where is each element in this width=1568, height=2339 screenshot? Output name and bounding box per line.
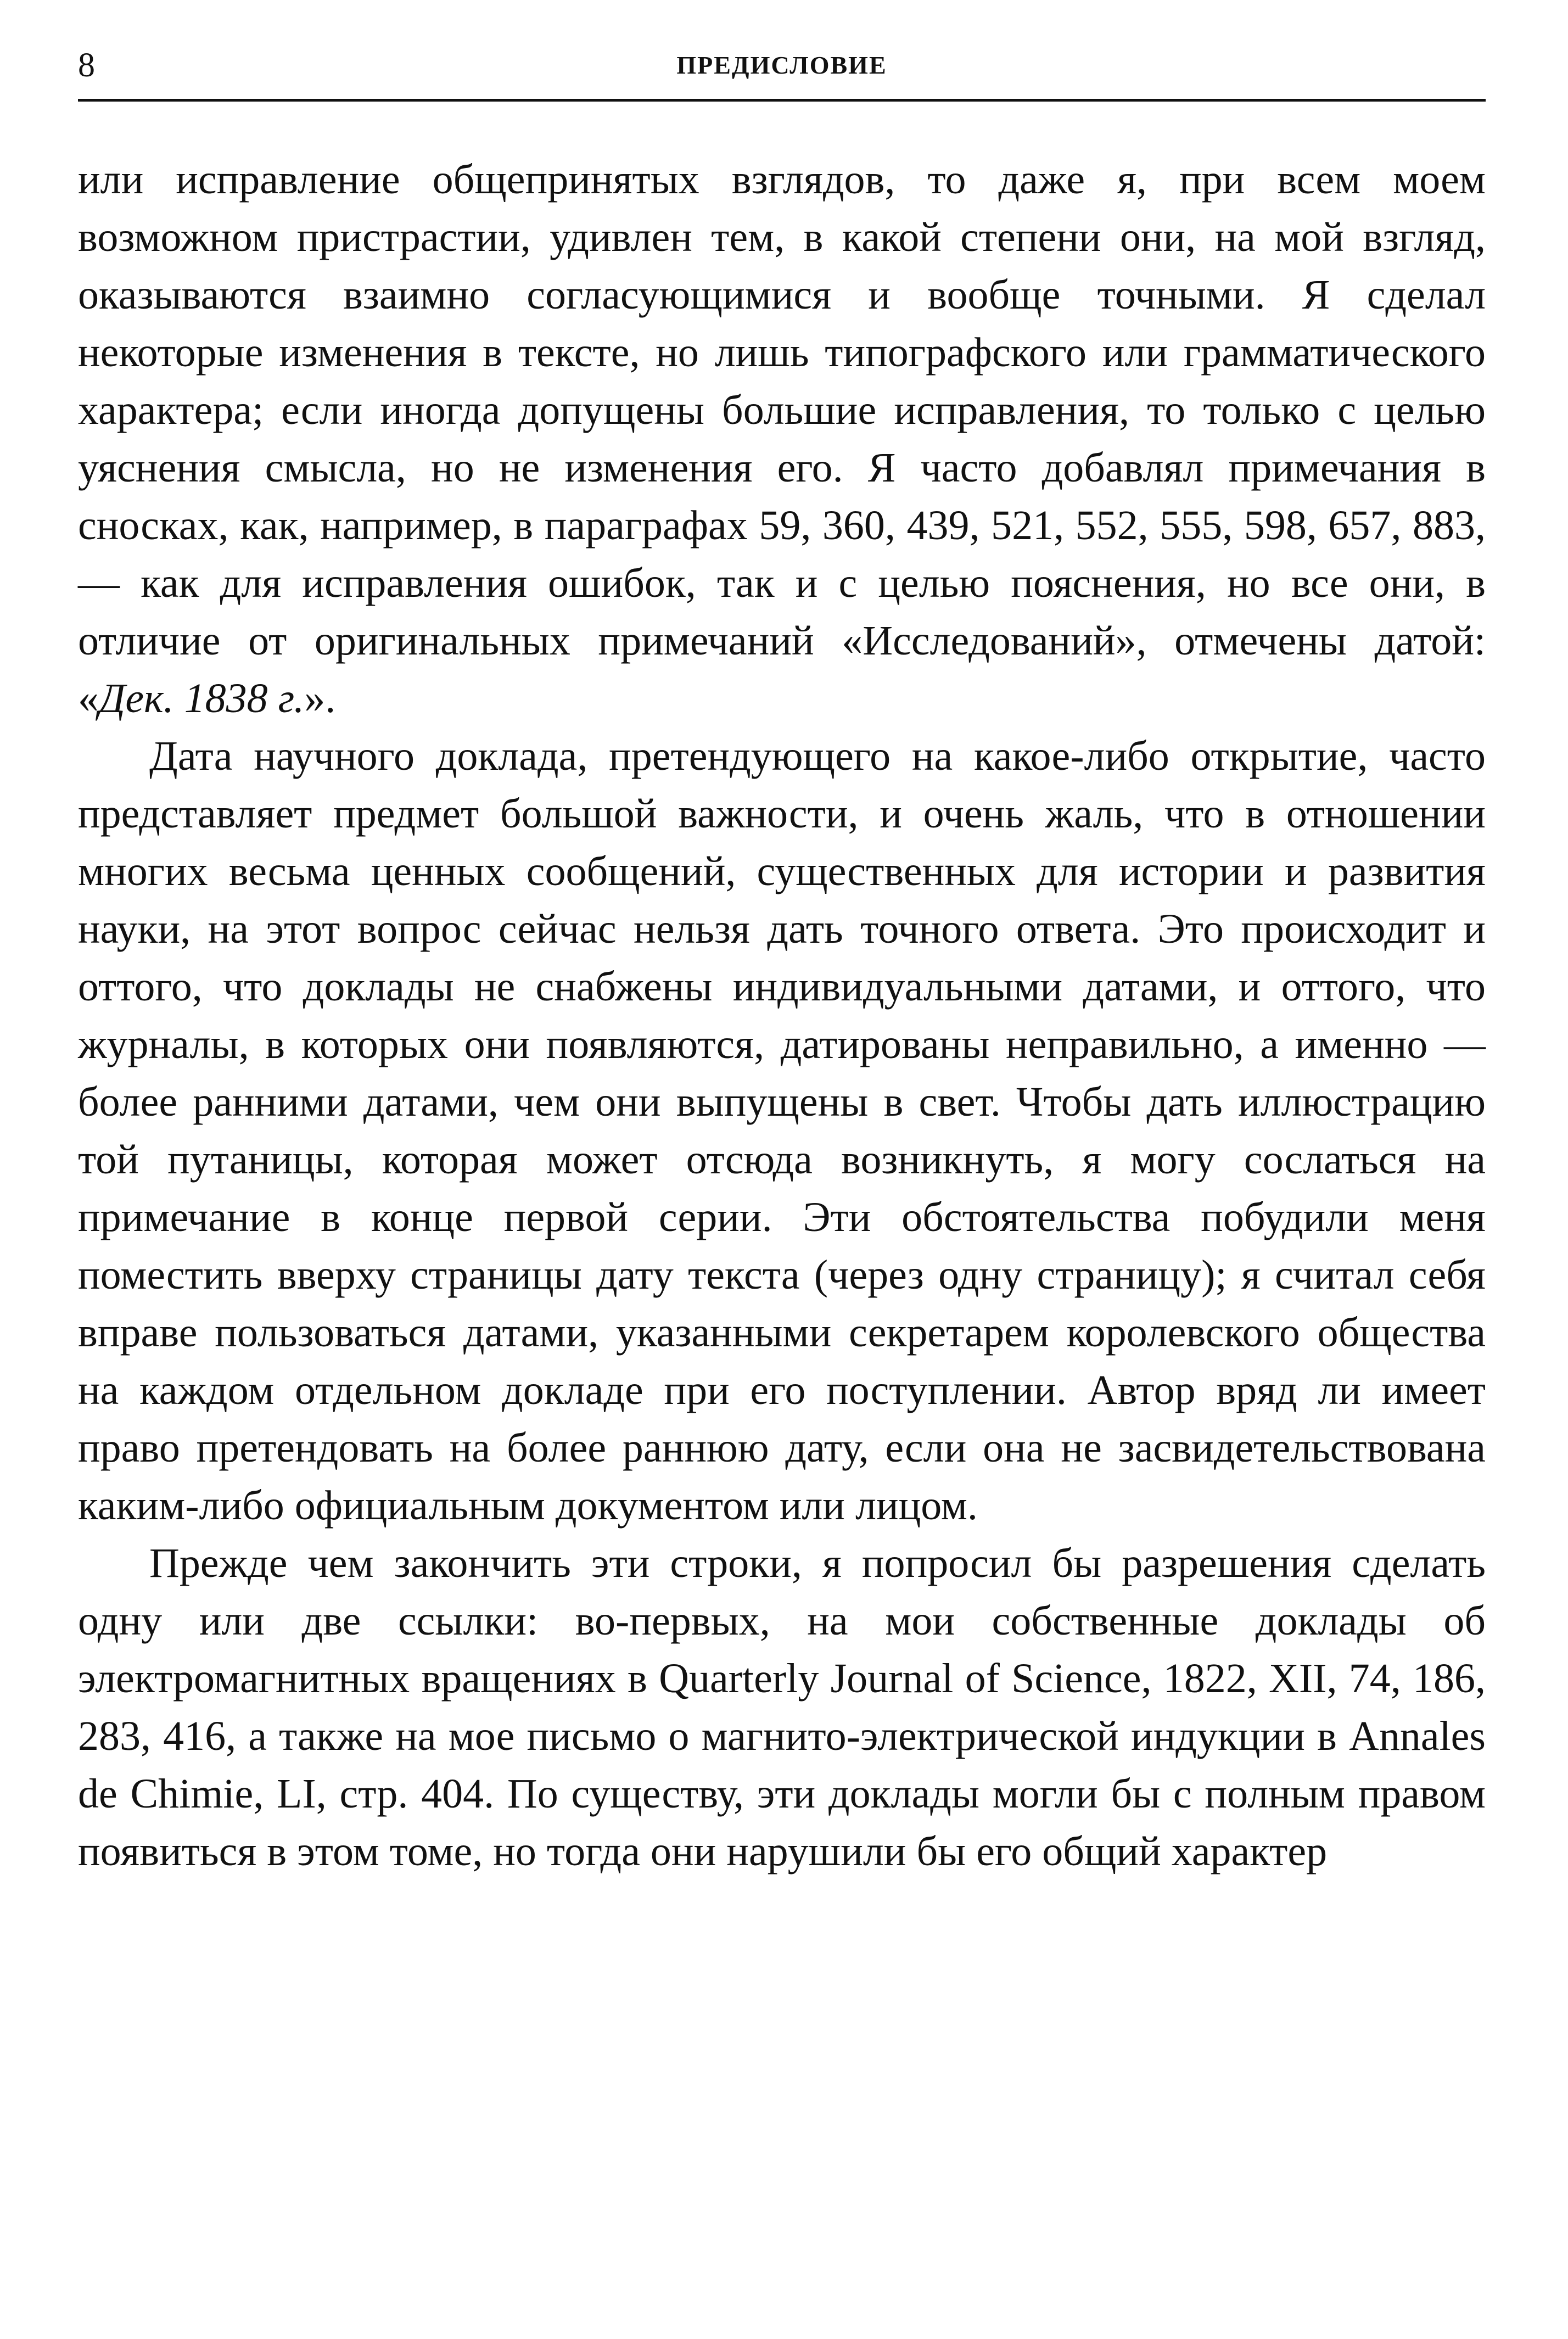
header-rule: [78, 99, 1486, 102]
paragraph-1-text: или исправление общепринятых взглядов, то даже я, при всем моем возможном пристрастии, удивлен тем, в какой степени они, на мой взгляд, оказываются взаимно согласующимися и вообще точными. Я сделал некоторые изменения в тексте, но лишь типографского или грамматического характера; если иногда допущены большие исправления, то только с целью уяснения смысла, но не изменения его. Я часто добавлял примечания в сносках, как, например, в параграфах 59, 360, 439, 521, 552, 555, 598, 657, 883, — как для исправления ошибок, так и с целью пояснения, но все они, в отличие от оригинальных примечаний «Исследований», отмечены датой: «: [78, 156, 1486, 721]
page-number: 8: [78, 47, 95, 84]
running-head: [78, 48, 1486, 103]
paragraph-3: Прежде чем закончить эти строки, я попросил бы разрешения сделать одну или две ссылки: во-первых, на мои собственные доклады об электромагнитных вращениях в Quarterly Journal of Science, 1822, XII, 74, 186, 283, 416, а также на мое письмо о магнито-электрической индукции в Annales de Chimie, LI, стр. 404. По существу, эти доклады могли бы с полным правом появиться в этом томе, но тогда они нарушили бы его общий характер: [78, 1540, 1486, 1874]
paragraph-1-end: ».: [304, 675, 336, 721]
body-text: [78, 151, 1486, 1881]
paragraph-1: [78, 151, 1486, 728]
running-title: ПРЕДИСЛОВИЕ: [676, 51, 887, 79]
paragraph-1-date: Дек. 1838 г.: [99, 675, 305, 721]
paragraph-2: Дата научного доклада, претендующего на какое-либо открытие, часто представляет предмет большой важности, и очень жаль, что в отношении многих весьма ценных сообщений, существенных для истории и развития науки, на этот вопрос сейчас нельзя дать точного ответа. Это происходит и оттого, что доклады не снабжены индивидуальными датами, и оттого, что журналы, в которых они появляются, датированы неправильно, а именно — более ранними датами, чем они выпущены в свет. Чтобы дать иллюстрацию той путаницы, которая может отсюда возникнуть, я могу сослаться на примечание в конце первой серии. Эти обстоятельства побудили меня поместить вверху страницы дату текста (через одну страницу); я считал себя вправе пользоваться датами, указанными секретарем королевского общества на каждом отдельном докладе при его поступлении. Автор вряд ли имеет право претендовать на более раннюю дату, если она не засвидетельствована каким-либо официальным документом или лицом.: [78, 733, 1486, 1529]
